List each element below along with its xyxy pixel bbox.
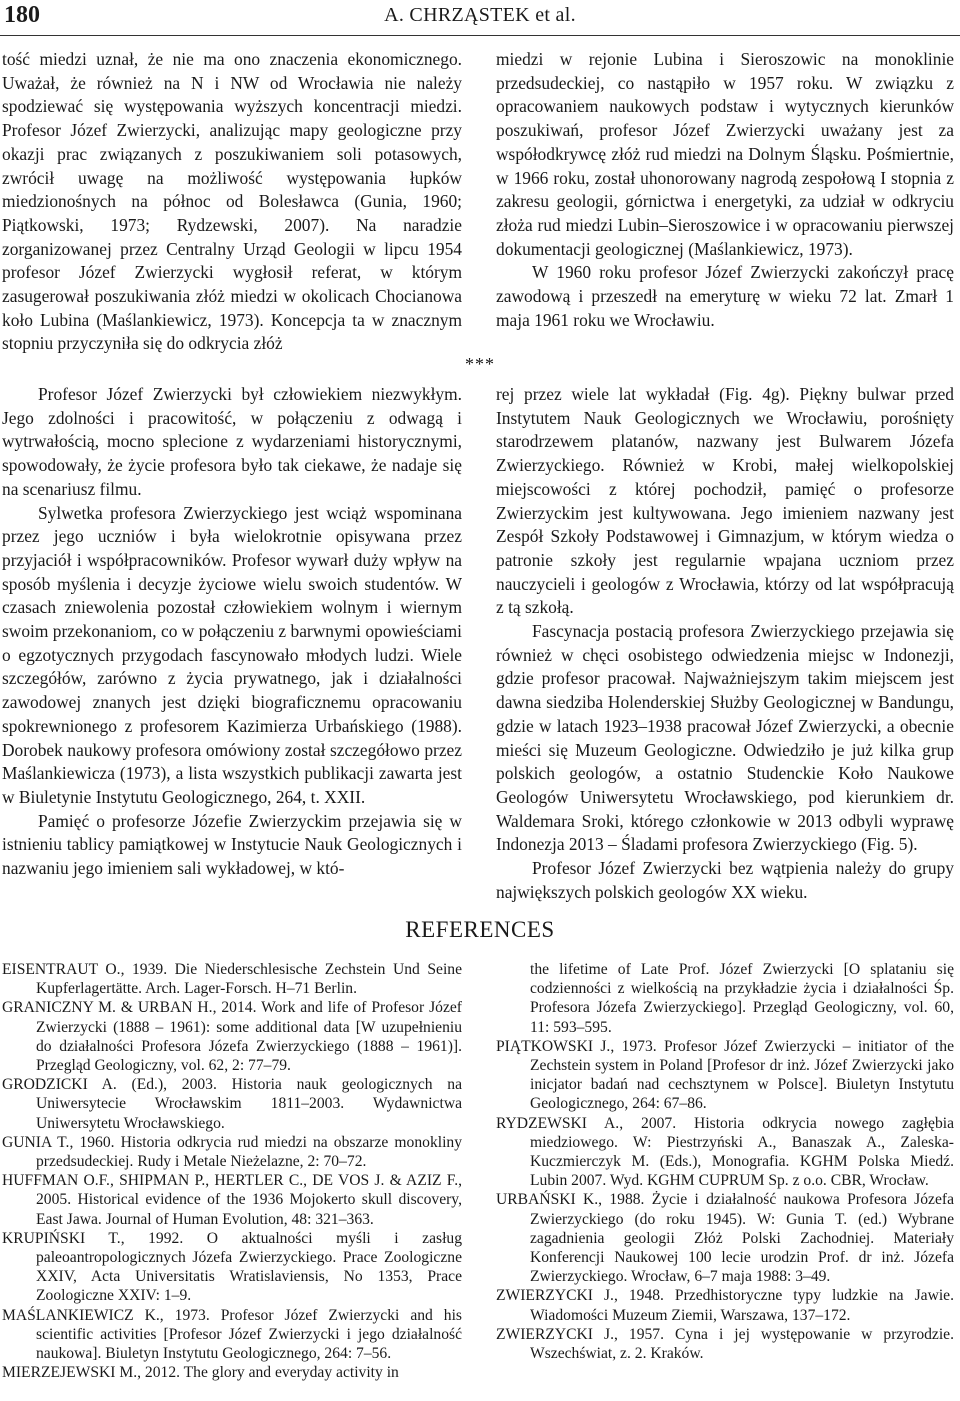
section1-left-column xyxy=(2,48,462,356)
header-rule xyxy=(0,35,960,36)
paragraph: Profesor Józef Zwierzycki bez wątpienia należy do grupy największych polskich geologów XX wieku. xyxy=(496,858,954,902)
reference-item: RYDZEWSKI A., 2007. Historia odkrycia nowego zagłębia miedziowego. W: Piestrzyński A., Banaszak A., Zaleska-Kuczmierczyk M. (Eds.), Monografia. KGHM Polska Miedź. Lubin 2007. Wyd. KGHM CUPRUM Sp. z o.o. CBR, Wrocław. xyxy=(496,1114,954,1190)
references-right-column xyxy=(496,960,954,1363)
paragraph: W 1960 roku profesor Józef Zwierzycki zakończył pracę zawodową i przeszedł na emeryturę w wieku 72 lat. Zmarł 1 maja 1961 roku we Wrocławiu. xyxy=(496,262,954,330)
running-head xyxy=(0,0,960,38)
references-left-column xyxy=(2,960,462,1382)
reference-item: HUFFMAN O.F., SHIPMAN P., HERTLER C., DE VOS J. & AZIZ F., 2005. Historical evidence of the 1936 Mojokerto skull discovery, East Jawa. Journal of Human Evolution, 48: 321–363. xyxy=(2,1172,462,1228)
section2-right-column xyxy=(496,383,954,904)
running-head-author: A. CHRZĄSTEK et al. xyxy=(384,4,576,26)
paragraph: rej przez wiele lat wykładał (Fig. 4g). Piękny bulwar przed Instytutem Nauk Geologicznych we Wrocławiu, porośnięty starodrzewem platanów, nazwany jest Bulwarem Józefa Zwierzyckiego. Również w Krobi, małej wielkopolskiej miejscowości z której pochodził, pamięć o profesorze Zwierzyckim jest kultywowana. Jego imieniem nazwany jest Zespół Szkoły Podstawowej i Gimnazjum, w którym wiedza o patronie szkoły jest regularnie wpajana uczniom przez nauczycieli i geologów z Wrocławia, którzy od lat współpracują z tą szkołą. xyxy=(496,384,954,618)
paragraph: Profesor Józef Zwierzycki był człowiekiem niezwykłym. Jego zdolności i pracowitość, w połączeniu z odwagą i wytrwałością, mocno splecione z wydarzeniami historycznymi, spowodowały, że życie profesora było tak ciekawe, że nadaje się na scenariusz filmu. xyxy=(2,384,462,499)
paragraph: Pamięć o profesorze Józefie Zwierzyckim przejawia się w istnieniu tablicy pamiątkowej w Instytucie Nauk Geologicznych i nazwaniu jego imieniem sali wykładowej, w któ- xyxy=(2,810,462,879)
reference-item: URBAŃSKI K., 1988. Życie i działalność naukowa Profesora Józefa Zwierzyckiego (do roku 1945). W: Gunia T. (ed.) Wybrane zagadnienia geologii Złóż Polski Zachodniej. Materiały Konferencji Naukowej 100 lecie urodzin Prof. dr inż. Józefa Zwierzyckiego. Wrocław, 6–7 maja 1988: 3–49. xyxy=(496,1191,954,1286)
paragraph: tość miedzi uznał, że nie ma ono znaczenia ekonomicznego. Uważał, że również na N i NW od Wrocławia nie należy spodziewać się występowania wyższych koncentracji miedzi. Profesor Józef Zwierzycki, analizując mapy geologiczne przy okazji prac związanych z poszukiwaniem soli potasowych, zwrócił uwagę na możliwość występowania łupków miedzionośnych na północ od Bolesławca (Gunia, 1960; Piątkowski, 1973; Rydzewski, 2007). Na naradzie zorganizowanej przez Centralny Urząd Geologii w lipcu 1954 profesor Józef Zwierzycki wygłosił referat, w którym zasugerował poszukiwania złóż miedzi w okolicach Chocianowa koło Lubina (Maślankiewicz, 1973). Koncepcja ta w znacznym stopniu przyczyniła się do odkrycia złóż xyxy=(2,49,462,354)
reference-item: ZWIERZYCKI J., 1957. Cyna i jej występowanie w przyrodzie. Wszechświat, z. 2. Kraków. xyxy=(496,1325,954,1363)
references-heading: REFERENCES xyxy=(405,917,555,942)
reference-item: ZWIERZYCKI J., 1948. Przedhistoryczne typy ludzkie na Jawie. Wiadomości Muzeum Ziemii, Warszawa, 137–172. xyxy=(496,1287,954,1324)
reference-item: GRODZICKI A. (Ed.), 2003. Historia nauk geologicznych na Uniwersytecie Wrocławskim 1811–2003. Wydawnictwa Uniwersytetu Wrocławskiego. xyxy=(2,1076,462,1132)
reference-continuation: the lifetime of Late Prof. Józef Zwierzycki [O splataniu się codzienności z wielkością na przykładzie życia i działalności Śp. Profesora Józefa Zwierzyckiego]. Przegląd Geologiczny, vol. 60, 11: 593–595. xyxy=(530,961,954,1036)
reference-item: PIĄTKOWSKI J., 1973. Profesor Józef Zwierzycki – initiator of the Zechstein system in Poland [Profesor dr inż. Józef Zwierzycki jako inicjator badań nad cechsztynem w Polsce]. Biuletyn Instytutu Geologicznego, 264: 67–86. xyxy=(496,1037,954,1113)
section-separator: *** xyxy=(465,354,495,374)
reference-item: MAŚLANKIEWICZ K., 1973. Profesor Józef Zwierzycki and his scientific activities [Profesor Józef Zwierzycki i jego działalność naukowa]. Biuletyn Instytutu Geologicznego, 264: 7–56. xyxy=(2,1306,462,1363)
reference-item: EISENTRAUT O., 1939. Die Niederschlesische Zechstein Und Seine Kupferlagertätte. Arch. Lager-Forsch. H–71 Berlin. xyxy=(2,961,462,998)
paragraph: Fascynacja postacią profesora Zwierzyckiego przejawia się również w chęci osobistego odwiedzenia miejsc w Indonezji, gdzie profesor pracował. Najważniejszym takim miejscem jest dawna siedziba Holenderskiej Służby Geologicznej w Bandungu, gdzie w latach 1923–1938 pracował Józef Zwierzycki, a obecnie mieści się Muzeum Geologiczne. Odwiedziło je już kilka grup polskich geologów, a ostatnio Studenckie Koło Naukowe Geologów Uniwersytetu Wrocławskiego, pod kierunkiem dr. Waldemara Sroki, którego członkowie w 2013 odbyli wyprawę Indonezja 2013 – Śladami profesora Zwierzyckiego (Fig. 5). xyxy=(496,621,954,855)
reference-item: MIERZEJEWSKI M., 2012. The glory and everyday activity in xyxy=(2,1364,399,1382)
reference-item: KRUPIŃSKI T., 1992. O aktualności myśli i zasług paleoantropologicznych Józefa Zwierzyckiego. Prace Zoologiczne XXIV, Acta Universitatis Wratislaviensis, No 1353, Prace Zoologiczne XXIV: 1–9. xyxy=(2,1229,462,1305)
reference-item: GUNIA T., 1960. Historia odkrycia rud miedzi na obszarze monokliny przedsudeckiej. Rudy i Metale Nieżelazne, 2: 70–72. xyxy=(2,1133,462,1171)
paragraph: miedzi w rejonie Lubina i Sieroszowic na monoklinie przedsudeckiej, co nastąpiło w 1957 roku. W związku z opracowaniem naukowych podstaw i wytycznych kierunków poszukiwań, profesor Józef Zwierzycki uważany jest za współodkrywcę złóż rud miedzi na Dolnym Śląsku. Pośmiertnie, w 1966 roku, został uhonorowany nagrodą zespołową I stopnia z zakresu geologii, górnictwa i energetyki, za udział w odkryciu złoża rud miedzi Lubin–Sieroszowice i w opracowaniu pierwszej dokumentacji geologicznej (Maślankiewicz, 1973). xyxy=(496,49,954,259)
page-number: 180 xyxy=(4,2,40,28)
section2-left-column xyxy=(2,383,462,881)
section1-right-column xyxy=(496,48,954,332)
reference-item: GRANICZNY M. & URBAN H., 2014. Work and life of Profesor Józef Zwierzycki (1888 – 1961): some additional data [W uzupełnieniu do działalności Profesora Józefa Zwierzyckiego (1888 – 1961)]. Przegląd Geologiczny, vol. 62, 2: 77–79. xyxy=(2,999,462,1075)
paragraph: Sylwetka profesora Zwierzyckiego jest wciąż wspominana przez jego uczniów i była wielokrotnie opisywana przez przyjaciół i współpracowników. Profesor wywarł duży wpływ na sposób myślenia i decyzje życiowe wielu swoich studentów. W czasach zniewolenia pozostał człowiekiem wolnym i wiernym swoim przekonaniom, co w połączeniu z barwnymi opowieściami o egzotycznych przygodach fascynowało młodych ludzi. Wiele szczegółów, zarówno z życia prywatnego, jak i działalności zawodowej znanych jest dzięki biograficznemu opracowaniu spokrewnionego z profesorem Kazimierza Urbańskiego (1988). Dorobek naukowy profesora omówiony został szczegółowo przez Maślankiewicza (1973), a lista wszystkich publikacji zawarta jest w Biuletynie Instytutu Geologicznego, 264, t. XXII. xyxy=(2,502,462,807)
